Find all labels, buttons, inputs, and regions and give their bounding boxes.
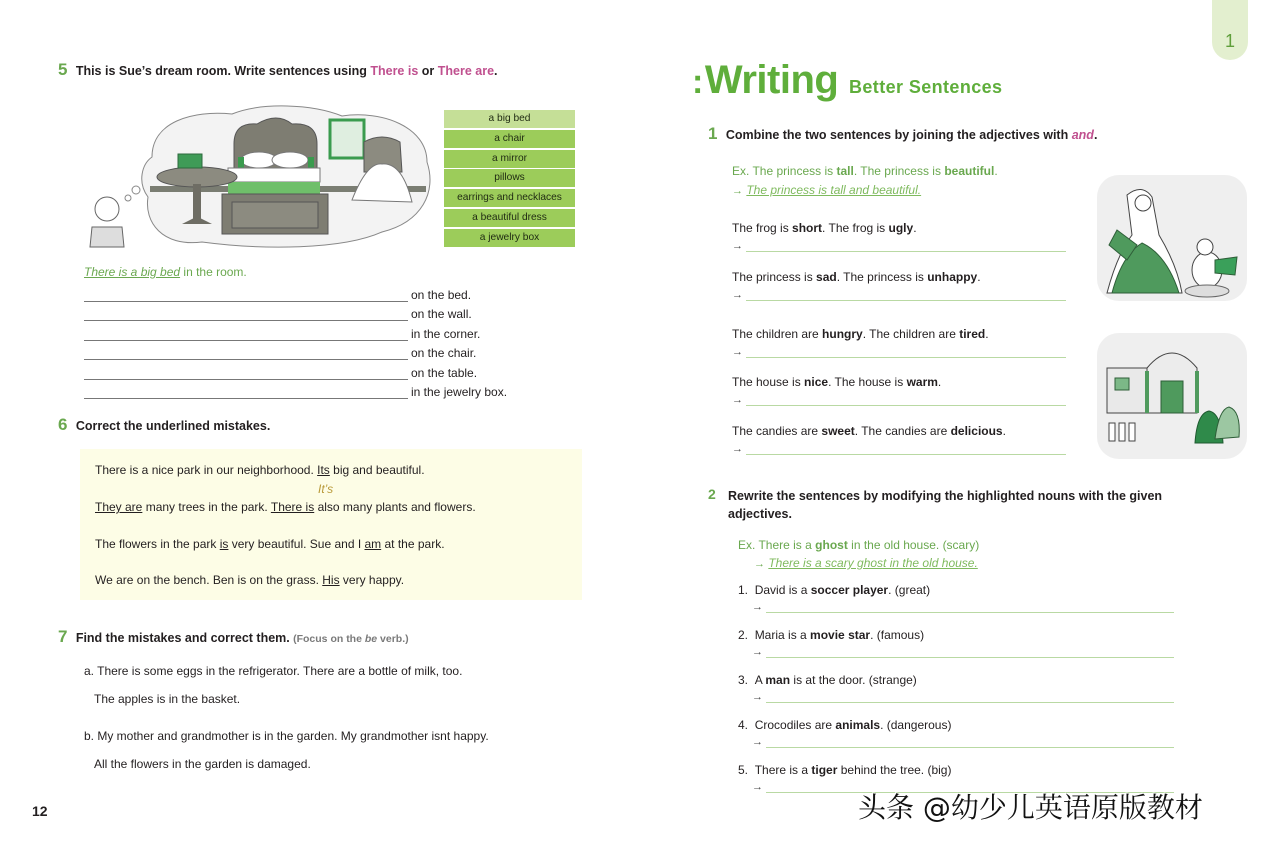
example-answer: There is a big bed: [84, 265, 181, 279]
answer-row: [752, 601, 1174, 613]
correction-passage-box: [80, 449, 582, 600]
dream-room-illustration: [82, 102, 438, 250]
exercise-title: This is Sue’s dream room. Write sentences using There is or There are.: [75, 64, 498, 78]
fill-row: in the corner.: [84, 321, 507, 341]
passage-line: The flowers in the park is very beautiful. Sue and I am at the park.: [95, 537, 445, 551]
exercise-number: 7: [58, 627, 68, 646]
arrow-icon: →: [752, 736, 763, 748]
word-box-item: pillows: [444, 169, 575, 187]
correction-example: It’s: [318, 482, 334, 496]
answer-row: [752, 691, 1174, 703]
answer-line[interactable]: [746, 289, 1066, 301]
exercise-5-example: There is a big bed in the room.: [84, 265, 247, 279]
fill-row: on the bed.: [84, 282, 507, 302]
word-box-item: earrings and necklaces: [444, 189, 575, 207]
exercise-7-header: [58, 627, 409, 647]
arrow-icon: →: [754, 558, 765, 570]
answer-blank[interactable]: [84, 307, 408, 321]
word-box-item: a big bed: [444, 110, 575, 128]
arrow-icon: →: [732, 289, 743, 301]
right-page: [640, 0, 1280, 847]
arrow-icon: →: [752, 781, 763, 793]
underlined-mistake: is: [219, 537, 229, 551]
answer-blank[interactable]: [84, 346, 408, 360]
underlined-mistake: His: [322, 573, 340, 587]
candy-house-image-icon: [1097, 333, 1247, 459]
answer-line[interactable]: [746, 443, 1066, 455]
exercise-7-item-a2: The apples is in the basket.: [94, 692, 241, 706]
arrow-icon: →: [752, 691, 763, 703]
answer-line[interactable]: [766, 646, 1174, 658]
watermark: 头条 @幼少儿英语原版教材: [858, 791, 1203, 824]
princess-and-frog-illustration: [1097, 175, 1247, 301]
exercise-2-item: 5. There is a tiger behind the tree. (big): [738, 763, 952, 777]
answer-row: [732, 240, 1066, 252]
exercise-2-example-answer: → There is a scary ghost in the old house.: [754, 556, 978, 570]
exercise-note: (Focus on the be verb.): [293, 633, 409, 645]
exercise-1-item: The house is nice. The house is warm.: [732, 375, 942, 389]
keyword-there-are: There are: [437, 64, 495, 78]
answer-row: [732, 394, 1066, 406]
arrow-icon: →: [752, 646, 763, 658]
exercise-number: 1: [708, 124, 718, 143]
underlined-mistake: They are: [95, 500, 143, 514]
answer-line[interactable]: [746, 394, 1066, 406]
exercise-title: Correct the underlined mistakes.: [75, 419, 271, 433]
word-box-item: a jewelry box: [444, 229, 575, 247]
exercise-1-header: [708, 124, 1097, 144]
exercise-2-item: 4. Crocodiles are animals. (dangerous): [738, 718, 952, 732]
answer-row: [732, 443, 1066, 455]
arrow-icon: →: [732, 443, 743, 455]
passage-line: They are many trees in the park. There is also many plants and flowers.: [95, 500, 476, 514]
arrow-icon: →: [732, 185, 743, 197]
exercise-2-item: 3. A man is at the door. (strange): [738, 673, 917, 687]
exercise-5-rows: [84, 282, 507, 399]
exercise-title: Rewrite the sentences by modifying the highlighted nouns with the given adjectives.: [728, 489, 1163, 521]
exercise-7-item-b2: All the flowers in the garden is damaged.: [94, 757, 311, 771]
exercise-2-item: 2. Maria is a movie star. (famous): [738, 628, 925, 642]
answer-row: [732, 346, 1066, 358]
answer-blank[interactable]: [84, 327, 408, 341]
section-title: :Writing: [692, 58, 839, 102]
passage-line: We are on the bench. Ben is on the grass. His very happy.: [95, 573, 405, 587]
princess-frog-image-icon: [1097, 175, 1247, 301]
word-box: [444, 110, 575, 249]
answer-line[interactable]: [766, 691, 1174, 703]
exercise-6-header: [58, 415, 270, 435]
answer-line[interactable]: [766, 736, 1174, 748]
dream-room-image-icon: [82, 102, 438, 250]
answer-line[interactable]: [766, 601, 1174, 613]
exercise-1-item: The princess is sad. The princess is unhappy.: [732, 270, 981, 284]
exercise-1-item: The frog is short. The frog is ugly.: [732, 221, 917, 235]
exercise-number: 6: [58, 415, 68, 434]
fill-row: on the wall.: [84, 302, 507, 322]
arrow-icon: →: [732, 394, 743, 406]
exercise-7-item-b1: b. My mother and grandmother is in the garden. My grandmother isnt happy.: [84, 729, 489, 743]
passage-line: There is a nice park in our neighborhood. Its big and beautiful.: [95, 463, 425, 477]
exercise-1-example: Ex. The princess is tall. The princess is beautiful.: [732, 164, 998, 178]
exercise-title: Combine the two sentences by joining the adjectives with and.: [725, 128, 1098, 142]
fill-row: on the chair.: [84, 341, 507, 361]
underlined-mistake: Its: [317, 463, 330, 477]
arrow-icon: →: [732, 346, 743, 358]
exercise-2-header: [708, 486, 1228, 521]
exercise-7-item-a1: a. There is some eggs in the refrigerator. There are a bottle of milk, too.: [84, 664, 463, 678]
chapter-tab: 1: [1212, 0, 1248, 60]
answer-row: [752, 646, 1174, 658]
answer-blank[interactable]: [84, 385, 408, 399]
page-number: 12: [32, 803, 48, 819]
answer-line[interactable]: [746, 240, 1066, 252]
exercise-title: Find the mistakes and correct them.: [75, 631, 290, 645]
exercise-2-example: Ex. There is a ghost in the old house. (scary): [738, 538, 980, 552]
answer-line[interactable]: [746, 346, 1066, 358]
exercise-number: 5: [58, 60, 68, 79]
arrow-icon: →: [732, 240, 743, 252]
exercise-1-item: The candies are sweet. The candies are delicious.: [732, 424, 1006, 438]
word-box-item: a mirror: [444, 150, 575, 168]
keyword-and: and: [1071, 128, 1094, 142]
word-box-item: a chair: [444, 130, 575, 148]
exercise-5-header: [58, 60, 498, 80]
answer-blank[interactable]: [84, 288, 408, 302]
answer-row: [732, 289, 1066, 301]
exercise-2-item: 1. David is a soccer player. (great): [738, 583, 931, 597]
keyword-there-is: There is: [370, 64, 419, 78]
exercise-number: 2: [708, 486, 716, 502]
section-subtitle: Better Sentences: [849, 77, 1003, 97]
exercise-1-example-answer: → The princess is tall and beautiful.: [732, 183, 922, 197]
candy-house-illustration: [1097, 333, 1247, 459]
arrow-icon: →: [752, 601, 763, 613]
fill-row: on the table.: [84, 360, 507, 380]
exercise-1-item: The children are hungry. The children are tired.: [732, 327, 989, 341]
fill-row: in the jewelry box.: [84, 380, 507, 400]
answer-row: [752, 736, 1174, 748]
answer-blank[interactable]: [84, 366, 408, 380]
word-box-item: a beautiful dress: [444, 209, 575, 227]
underlined-mistake: There is: [270, 500, 315, 514]
underlined-mistake: am: [364, 537, 382, 551]
